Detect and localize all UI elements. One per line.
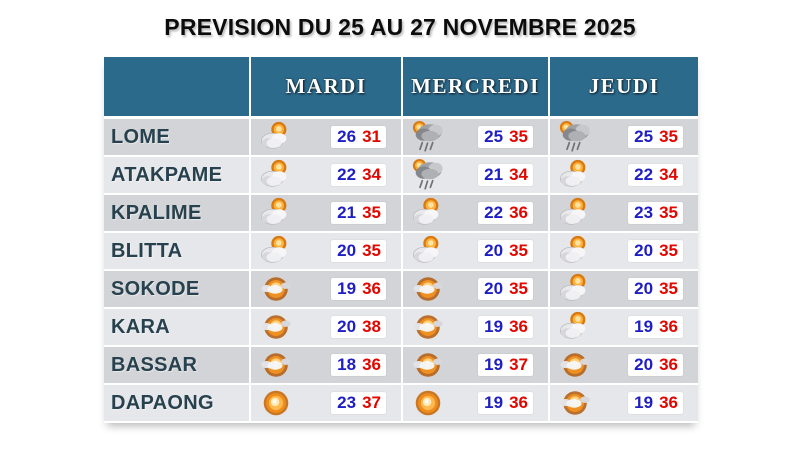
city-column-header bbox=[104, 57, 249, 116]
forecast-cell bbox=[251, 271, 401, 307]
min-temperature: 20 bbox=[484, 279, 504, 298]
day-header-mardi: MARDI bbox=[251, 57, 401, 116]
sun-behind-cloud-icon bbox=[558, 234, 592, 268]
max-temperature: 35 bbox=[362, 241, 381, 260]
forecast-cell bbox=[550, 347, 698, 383]
max-temperature: 38 bbox=[362, 317, 381, 336]
temperature-chip bbox=[331, 164, 386, 186]
forecast-cell bbox=[550, 157, 698, 193]
table-row bbox=[104, 195, 698, 231]
min-temperature: 20 bbox=[337, 317, 357, 336]
min-temperature: 19 bbox=[484, 393, 504, 412]
temperature-chip bbox=[478, 278, 533, 300]
temperature-chip bbox=[478, 126, 533, 148]
min-temperature: 19 bbox=[337, 279, 357, 298]
max-temperature: 34 bbox=[509, 165, 528, 184]
sunny-icon bbox=[259, 386, 293, 420]
max-temperature: 36 bbox=[659, 355, 678, 374]
day-header-jeudi: JEUDI bbox=[550, 57, 698, 116]
max-temperature: 36 bbox=[509, 317, 528, 336]
city-name: KARA bbox=[104, 309, 249, 345]
table-row bbox=[104, 347, 698, 383]
min-temperature: 25 bbox=[634, 127, 654, 146]
temperature-chip bbox=[331, 354, 386, 376]
min-temperature: 20 bbox=[337, 241, 357, 260]
temperature-chip bbox=[478, 316, 533, 338]
max-temperature: 35 bbox=[362, 203, 381, 222]
forecast-cell bbox=[550, 119, 698, 155]
max-temperature: 36 bbox=[659, 393, 678, 412]
table-row bbox=[104, 233, 698, 269]
sun-behind-cloud-icon bbox=[558, 272, 592, 306]
min-temperature: 23 bbox=[337, 393, 357, 412]
max-temperature: 37 bbox=[509, 355, 528, 374]
sun-behind-cloud-icon bbox=[411, 234, 445, 268]
sun-with-small-clouds-icon bbox=[558, 386, 592, 420]
sun-rain-cloud-icon bbox=[558, 120, 592, 154]
temperature-chip bbox=[628, 316, 683, 338]
min-temperature: 19 bbox=[634, 317, 654, 336]
forecast-cell bbox=[403, 157, 548, 193]
min-temperature: 22 bbox=[484, 203, 504, 222]
forecast-cell bbox=[251, 233, 401, 269]
forecast-cell bbox=[251, 309, 401, 345]
forecast-cell bbox=[550, 233, 698, 269]
min-temperature: 19 bbox=[484, 355, 504, 374]
min-temperature: 18 bbox=[337, 355, 357, 374]
city-name: LOME bbox=[104, 119, 249, 155]
max-temperature: 34 bbox=[659, 165, 678, 184]
sun-with-small-clouds-icon bbox=[411, 310, 445, 344]
sun-behind-cloud-icon bbox=[558, 310, 592, 344]
temperature-chip bbox=[478, 164, 533, 186]
min-temperature: 20 bbox=[634, 241, 654, 260]
forecast-cell bbox=[403, 233, 548, 269]
temperature-chip bbox=[478, 392, 533, 414]
sun-with-small-clouds-icon bbox=[411, 348, 445, 382]
temperature-chip bbox=[628, 392, 683, 414]
max-temperature: 35 bbox=[659, 203, 678, 222]
forecast-cell bbox=[403, 347, 548, 383]
forecast-cell bbox=[251, 119, 401, 155]
min-temperature: 26 bbox=[337, 127, 357, 146]
max-temperature: 36 bbox=[362, 279, 381, 298]
min-temperature: 21 bbox=[337, 203, 357, 222]
forecast-cell bbox=[550, 309, 698, 345]
forecast-cell bbox=[403, 309, 548, 345]
forecast-cell bbox=[403, 271, 548, 307]
sun-behind-cloud-icon bbox=[411, 196, 445, 230]
forecast-cell bbox=[403, 195, 548, 231]
min-temperature: 22 bbox=[337, 165, 357, 184]
table-header-row bbox=[104, 57, 698, 116]
min-temperature: 19 bbox=[484, 317, 504, 336]
city-name: BLITTA bbox=[104, 233, 249, 269]
table-row bbox=[104, 271, 698, 307]
temperature-chip bbox=[628, 240, 683, 262]
city-name: KPALIME bbox=[104, 195, 249, 231]
table-body bbox=[104, 119, 698, 421]
table-row bbox=[104, 385, 698, 421]
temperature-chip bbox=[478, 240, 533, 262]
temperature-chip bbox=[628, 164, 683, 186]
max-temperature: 34 bbox=[362, 165, 381, 184]
sunny-icon bbox=[411, 386, 445, 420]
min-temperature: 19 bbox=[634, 393, 654, 412]
city-name: DAPAONG bbox=[104, 385, 249, 421]
sun-behind-cloud-icon bbox=[259, 234, 293, 268]
forecast-cell bbox=[403, 119, 548, 155]
sun-behind-cloud-icon bbox=[558, 158, 592, 192]
temperature-chip bbox=[331, 392, 386, 414]
sun-behind-cloud-icon bbox=[259, 196, 293, 230]
city-name: ATAKPAME bbox=[104, 157, 249, 193]
min-temperature: 23 bbox=[634, 203, 654, 222]
min-temperature: 25 bbox=[484, 127, 504, 146]
forecast-cell bbox=[550, 385, 698, 421]
temperature-chip bbox=[628, 126, 683, 148]
page-title: PREVISION DU 25 AU 27 NOVEMBRE 2025 bbox=[164, 14, 636, 40]
temperature-chip bbox=[628, 278, 683, 300]
forecast-cell bbox=[251, 347, 401, 383]
temperature-chip bbox=[331, 316, 386, 338]
sun-rain-cloud-icon bbox=[411, 120, 445, 154]
sun-rain-cloud-icon bbox=[411, 158, 445, 192]
temperature-chip bbox=[331, 278, 386, 300]
table-row bbox=[104, 157, 698, 193]
temperature-chip bbox=[628, 354, 683, 376]
forecast-table bbox=[104, 57, 698, 423]
max-temperature: 35 bbox=[659, 127, 678, 146]
max-temperature: 37 bbox=[362, 393, 381, 412]
temperature-chip bbox=[478, 202, 533, 224]
min-temperature: 20 bbox=[484, 241, 504, 260]
max-temperature: 35 bbox=[509, 241, 528, 260]
forecast-cell bbox=[251, 385, 401, 421]
forecast-cell bbox=[251, 195, 401, 231]
min-temperature: 22 bbox=[634, 165, 654, 184]
sun-behind-cloud-icon bbox=[259, 158, 293, 192]
sun-with-small-clouds-icon bbox=[558, 348, 592, 382]
temperature-chip bbox=[331, 240, 386, 262]
max-temperature: 35 bbox=[659, 279, 678, 298]
max-temperature: 35 bbox=[509, 279, 528, 298]
temperature-chip bbox=[331, 126, 386, 148]
max-temperature: 36 bbox=[362, 355, 381, 374]
sun-with-small-clouds-icon bbox=[259, 348, 293, 382]
temperature-chip bbox=[628, 202, 683, 224]
sun-behind-cloud-icon bbox=[558, 196, 592, 230]
sun-behind-cloud-icon bbox=[259, 120, 293, 154]
max-temperature: 36 bbox=[659, 317, 678, 336]
forecast-cell bbox=[403, 385, 548, 421]
sun-with-small-clouds-icon bbox=[259, 272, 293, 306]
table-row bbox=[104, 119, 698, 155]
min-temperature: 21 bbox=[484, 165, 504, 184]
city-name: SOKODE bbox=[104, 271, 249, 307]
forecast-cell bbox=[550, 271, 698, 307]
day-header-mercredi: MERCREDI bbox=[403, 57, 548, 116]
min-temperature: 20 bbox=[634, 355, 654, 374]
max-temperature: 35 bbox=[509, 127, 528, 146]
sun-with-small-clouds-icon bbox=[259, 310, 293, 344]
forecast-cell bbox=[251, 157, 401, 193]
max-temperature: 36 bbox=[509, 393, 528, 412]
temperature-chip bbox=[478, 354, 533, 376]
max-temperature: 31 bbox=[362, 127, 381, 146]
forecast-cell bbox=[550, 195, 698, 231]
max-temperature: 36 bbox=[509, 203, 528, 222]
temperature-chip bbox=[331, 202, 386, 224]
sun-with-small-clouds-icon bbox=[411, 272, 445, 306]
max-temperature: 35 bbox=[659, 241, 678, 260]
table-row bbox=[104, 309, 698, 345]
min-temperature: 20 bbox=[634, 279, 654, 298]
city-name: BASSAR bbox=[104, 347, 249, 383]
